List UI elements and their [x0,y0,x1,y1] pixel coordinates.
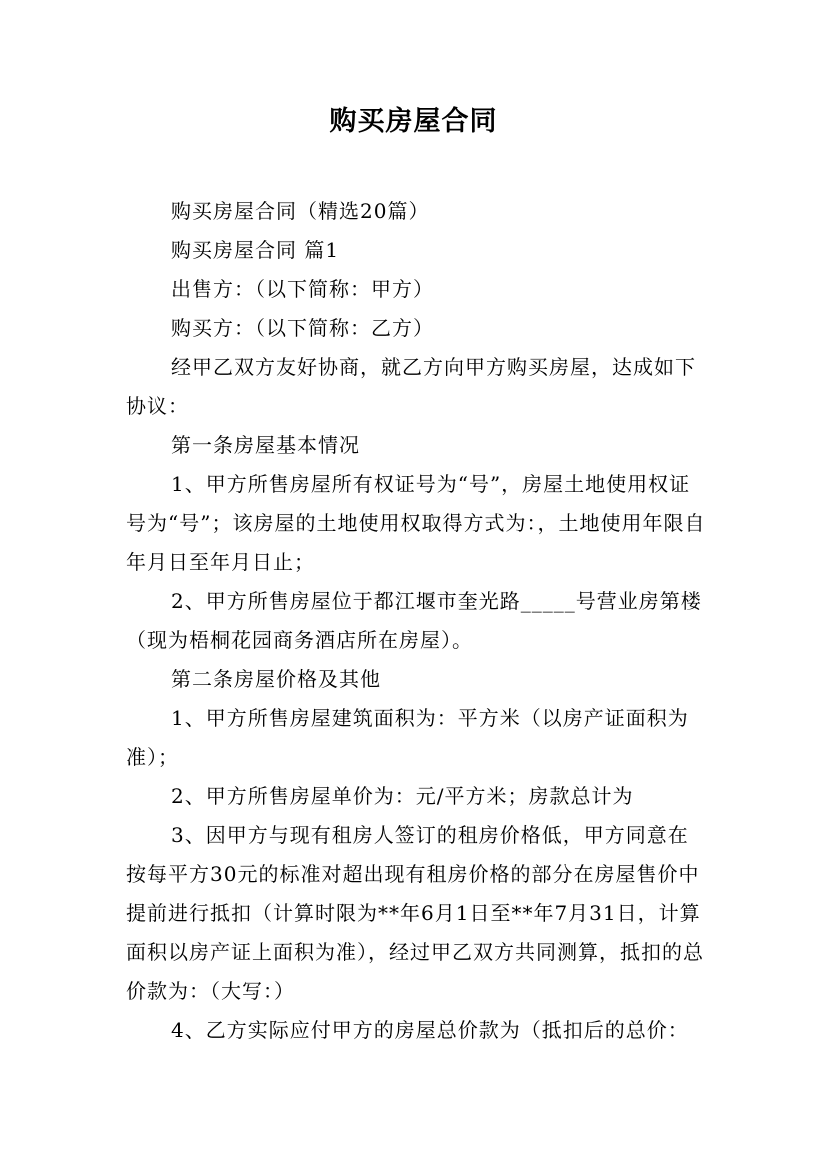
paragraph-article-1-heading: 第一条房屋基本情况 [171,433,360,457]
paragraph-article-1-item-1: 1、甲方所售房屋所有权证号为“号”，房屋土地使用权证号为“号”；该房屋的土地使用权取得方式为：，土地使用年限自年月日至年月日止； [126,472,706,574]
paragraph-article-2-item-1: 1、甲方所售房屋建筑面积为：平方米（以房产证面积为准）； [126,706,689,769]
paragraph-article-2-item-4: 4、乙方实际应付甲方的房屋总价款为（抵扣后的总价： [171,1018,689,1042]
paragraph-agreement-intro: 经甲乙双方友好协商，就乙方向甲方购买房屋，达成如下协议： [126,355,696,418]
paragraph-section-heading: 购买房屋合同 篇1 [171,238,340,262]
paragraph-article-1-item-2: 2、甲方所售房屋位于都江堰市奎光路_____号营业房第楼（现为梧桐花园商务酒店所在房屋）。 [126,589,702,652]
paragraph-article-2-heading: 第二条房屋价格及其他 [171,667,381,691]
paragraph-article-2-item-2: 2、甲方所售房屋单价为：元/平方米；房款总计为 [171,784,634,808]
paragraph-subtitle: 购买房屋合同（精选20篇） [171,199,430,223]
paragraph-buyer: 购买方：（以下简称：乙方） [171,316,434,340]
document-body [126,192,706,1050]
paragraph-article-2-item-3: 3、因甲方与现有租房人签订的租房价格低，甲方同意在按每平方30元的标准对超出现有租房价格的部分在房屋售价中提前进行抵扣（计算时限为**年6月1日至**年7月31日，计算面积以房产证上面积为准），经过甲乙双方共同测算，抵扣的总价款为：（大写：） [126,823,704,1003]
paragraph-seller: 出售方：（以下简称：甲方） [171,277,434,301]
document-title: 购买房屋合同 [329,106,498,137]
